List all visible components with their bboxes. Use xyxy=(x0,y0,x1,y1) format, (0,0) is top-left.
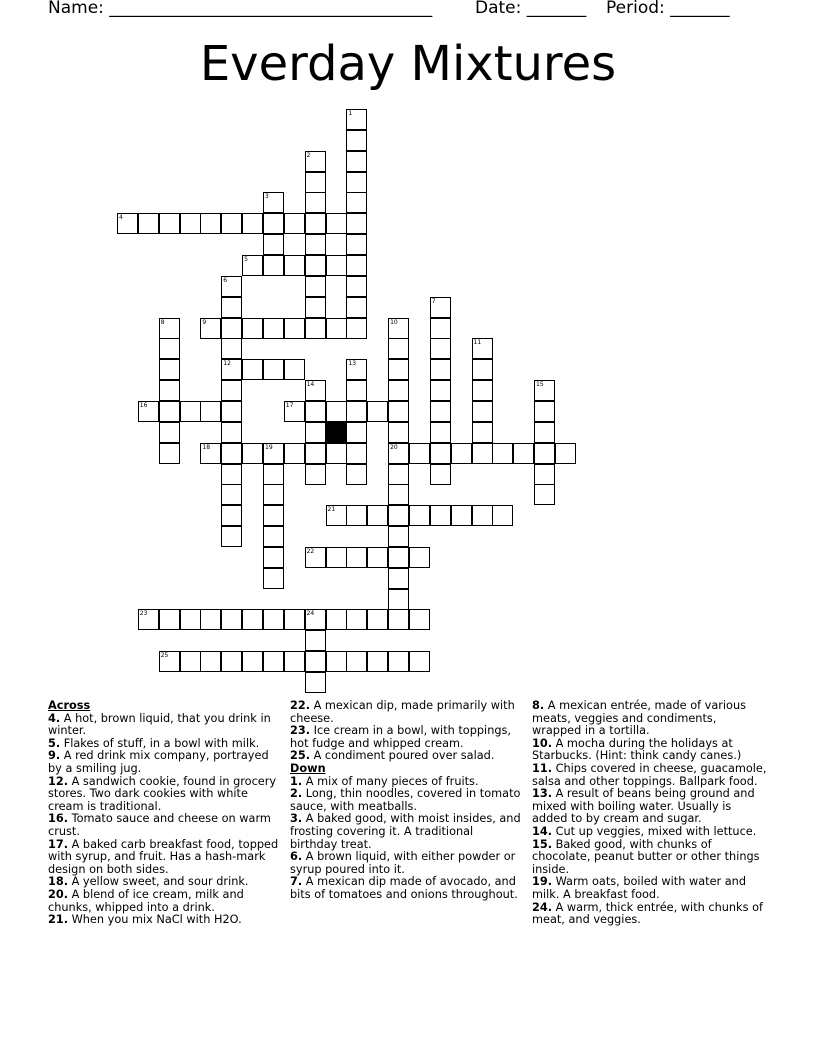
grid-cell[interactable] xyxy=(430,297,451,318)
grid-cell[interactable] xyxy=(326,651,347,672)
grid-cell[interactable] xyxy=(221,422,242,443)
grid-cell[interactable] xyxy=(388,526,409,547)
grid-cell[interactable] xyxy=(472,338,493,359)
grid-cell[interactable] xyxy=(472,443,493,464)
grid-cell[interactable] xyxy=(263,255,284,276)
grid-cell[interactable] xyxy=(305,151,326,172)
across-clue xyxy=(48,776,280,814)
clue-number: 25. xyxy=(290,749,311,763)
grid-cell[interactable] xyxy=(326,255,347,276)
grid-cell[interactable] xyxy=(263,192,284,213)
grid-cell[interactable] xyxy=(430,505,451,526)
down-clue xyxy=(290,813,522,851)
cell-number: 8 xyxy=(160,318,165,326)
grid-cell[interactable] xyxy=(180,651,201,672)
across-clue xyxy=(48,914,280,927)
grid-cell[interactable] xyxy=(221,651,242,672)
grid-cell[interactable] xyxy=(305,609,326,630)
grid-cell[interactable] xyxy=(200,443,221,464)
grid-cell[interactable] xyxy=(472,380,493,401)
grid-cell[interactable] xyxy=(221,276,242,297)
grid-cell[interactable] xyxy=(138,609,159,630)
grid-cell[interactable] xyxy=(305,297,326,318)
clue-number: 9. xyxy=(48,749,61,763)
grid-cell[interactable] xyxy=(242,213,263,234)
grid-cell[interactable] xyxy=(367,609,388,630)
grid-cell[interactable] xyxy=(221,464,242,485)
grid-cell[interactable] xyxy=(284,609,305,630)
grid-cell[interactable] xyxy=(346,401,367,422)
grid-cell[interactable] xyxy=(388,609,409,630)
down-clue xyxy=(532,700,767,738)
grid-cell[interactable] xyxy=(409,443,430,464)
grid-cell[interactable] xyxy=(159,401,180,422)
grid-cell[interactable] xyxy=(221,213,242,234)
grid-cell[interactable] xyxy=(346,359,367,380)
grid-cell[interactable] xyxy=(159,338,180,359)
clue-text: A hot, brown liquid, that you drink in winter. xyxy=(48,711,271,738)
grid-cell[interactable] xyxy=(388,359,409,380)
clues-section xyxy=(0,700,816,1030)
cell-number: 6 xyxy=(223,276,228,284)
grid-cell[interactable] xyxy=(284,359,305,380)
grid-cell[interactable] xyxy=(346,380,367,401)
grid-cell[interactable] xyxy=(305,464,326,485)
grid-cell[interactable] xyxy=(263,213,284,234)
across-heading: Across xyxy=(48,699,91,712)
cell-number: 4 xyxy=(119,214,123,222)
clue-text: Ice cream in a bowl, with toppings, hot fudge and whipped cream. xyxy=(290,724,511,750)
grid-cell[interactable] xyxy=(221,338,242,359)
cell-number: 25 xyxy=(160,652,169,660)
grid-cell[interactable] xyxy=(305,651,326,672)
clue-text: Chips covered in cheese, guacamole, salsa and other toppings. Ballpark food. xyxy=(532,761,767,788)
grid-cell[interactable] xyxy=(263,547,284,568)
grid-cell[interactable] xyxy=(388,443,409,464)
across-clue xyxy=(48,839,280,877)
clue-number: 17. xyxy=(48,837,69,851)
grid-cell[interactable] xyxy=(284,318,305,339)
grid-cell[interactable] xyxy=(534,464,555,485)
grid-cell[interactable] xyxy=(138,401,159,422)
cell-number: 16 xyxy=(139,401,148,409)
grid-cell[interactable] xyxy=(242,255,263,276)
grid-cell[interactable] xyxy=(221,380,242,401)
grid-cell[interactable] xyxy=(346,130,367,151)
grid-cell[interactable] xyxy=(221,318,242,339)
grid-cell[interactable] xyxy=(430,443,451,464)
grid-cell[interactable] xyxy=(305,380,326,401)
grid-cell[interactable] xyxy=(430,359,451,380)
grid-cell[interactable] xyxy=(221,505,242,526)
grid-cell[interactable] xyxy=(180,401,201,422)
grid-cell[interactable] xyxy=(263,234,284,255)
grid-cell[interactable] xyxy=(159,359,180,380)
clue-number: 15. xyxy=(532,837,553,851)
cell-number: 23 xyxy=(139,610,148,618)
grid-cell[interactable] xyxy=(263,651,284,672)
clue-number: 18. xyxy=(48,875,69,889)
grid-cell[interactable] xyxy=(409,609,430,630)
grid-cell[interactable] xyxy=(388,651,409,672)
clue-text: Cut up veggies, mixed with lettuce. xyxy=(552,824,757,838)
grid-cell[interactable] xyxy=(221,609,242,630)
grid-cell[interactable] xyxy=(242,318,263,339)
cell-number: 5 xyxy=(244,256,248,263)
grid-cell[interactable] xyxy=(326,401,347,422)
down-clue xyxy=(532,738,767,763)
grid-cell[interactable] xyxy=(430,422,451,443)
clue-text: When you mix NaCl with H2O. xyxy=(68,913,242,927)
clues-column-3 xyxy=(532,700,767,927)
grid-cell[interactable] xyxy=(346,464,367,485)
grid-cell[interactable] xyxy=(534,443,555,464)
clue-number: 13. xyxy=(532,787,553,801)
down-clue xyxy=(290,851,522,876)
cell-number: 22 xyxy=(306,547,315,555)
clue-text: A blend of ice cream, milk and chunks, whipped into a drink. xyxy=(48,887,244,914)
down-clue xyxy=(532,876,767,901)
grid-cell[interactable] xyxy=(159,213,180,234)
cell-number: 9 xyxy=(202,318,207,326)
cell-number: 21 xyxy=(327,506,336,514)
grid-cell[interactable] xyxy=(284,651,305,672)
grid-cell[interactable] xyxy=(221,401,242,422)
grid-cell[interactable] xyxy=(221,443,242,464)
clue-number: 2. xyxy=(290,787,303,801)
cell-number: 3 xyxy=(265,193,269,201)
grid-cell[interactable] xyxy=(346,151,367,172)
clue-text: A mocha during the holidays at Starbucks. (Hint: think candy canes.) xyxy=(532,736,742,763)
clue-text: Long, thin noodles, covered in tomato sauce, with meatballs. xyxy=(290,787,521,813)
grid-cell[interactable] xyxy=(138,213,159,234)
clue-number: 10. xyxy=(532,736,553,750)
grid-cell[interactable] xyxy=(159,318,180,339)
grid-cell[interactable] xyxy=(200,651,221,672)
grid-cell[interactable] xyxy=(346,172,367,193)
grid-cell[interactable] xyxy=(388,547,409,568)
across-clue xyxy=(48,750,280,775)
down-clue xyxy=(290,876,522,901)
grid-cell[interactable] xyxy=(284,443,305,464)
grid-cell[interactable] xyxy=(534,401,555,422)
grid-cell[interactable] xyxy=(200,318,221,339)
grid-cell[interactable] xyxy=(346,234,367,255)
clue-number: 1. xyxy=(290,774,303,788)
grid-cell[interactable] xyxy=(346,609,367,630)
grid-cell[interactable] xyxy=(367,505,388,526)
clues-column-2 xyxy=(290,700,522,902)
grid-cell[interactable] xyxy=(346,443,367,464)
date-field[interactable]: Date: _______ xyxy=(475,0,587,18)
clue-number: 23. xyxy=(290,724,311,738)
grid-cell[interactable] xyxy=(326,213,347,234)
page-title: Everday Mixtures xyxy=(199,36,617,92)
grid-cell[interactable] xyxy=(430,401,451,422)
grid-cell[interactable] xyxy=(388,380,409,401)
grid-cell[interactable] xyxy=(326,609,347,630)
cell-number: 20 xyxy=(390,443,398,451)
grid-cell[interactable] xyxy=(346,651,367,672)
grid-cell[interactable] xyxy=(305,401,326,422)
grid-cell[interactable] xyxy=(221,484,242,505)
grid-cell[interactable] xyxy=(409,547,430,568)
grid-cell[interactable] xyxy=(326,443,347,464)
grid-cell[interactable] xyxy=(305,443,326,464)
cell-number: 11 xyxy=(473,339,482,347)
grid-cell[interactable] xyxy=(263,505,284,526)
grid-cell[interactable] xyxy=(388,589,409,610)
clue-text: A sandwich cookie, found in grocery stores. Two dark cookies with white cream is traditional. xyxy=(48,774,277,813)
grid-cell[interactable] xyxy=(305,172,326,193)
clues-column-1 xyxy=(48,700,280,927)
across-clue xyxy=(48,813,280,838)
grid-cell[interactable] xyxy=(263,464,284,485)
clue-text: A mexican dip, made primarily with cheese. xyxy=(290,699,515,725)
grid-cell[interactable] xyxy=(284,401,305,422)
grid-cell[interactable] xyxy=(472,422,493,443)
grid-cell[interactable] xyxy=(451,443,472,464)
grid-cell[interactable] xyxy=(200,401,221,422)
grid-cell[interactable] xyxy=(263,609,284,630)
black-cell xyxy=(326,422,347,443)
grid-cell[interactable] xyxy=(117,213,138,234)
grid-cell[interactable] xyxy=(367,401,388,422)
clue-number: 22. xyxy=(290,699,311,712)
grid-cell[interactable] xyxy=(221,359,242,380)
grid-cell[interactable] xyxy=(346,213,367,234)
clue-text: Baked good, with chunks of chocolate, peanut butter or other things inside. xyxy=(532,837,760,876)
grid-cell[interactable] xyxy=(305,192,326,213)
grid-cell[interactable] xyxy=(346,192,367,213)
grid-cell[interactable] xyxy=(263,359,284,380)
cell-number: 7 xyxy=(431,297,436,305)
clue-number: 6. xyxy=(290,850,303,864)
grid-cell[interactable] xyxy=(200,609,221,630)
grid-cell[interactable] xyxy=(409,505,430,526)
grid-cell[interactable] xyxy=(388,568,409,589)
grid-cell[interactable] xyxy=(388,484,409,505)
grid-cell[interactable] xyxy=(159,422,180,443)
cell-number: 12 xyxy=(223,360,231,368)
cell-number: 17 xyxy=(285,401,294,409)
grid-cell[interactable] xyxy=(451,505,472,526)
grid-cell[interactable] xyxy=(242,609,263,630)
clue-number: 20. xyxy=(48,887,69,901)
grid-cell[interactable] xyxy=(534,484,555,505)
grid-cell[interactable] xyxy=(534,380,555,401)
clue-text: A yellow sweet, and sour drink. xyxy=(68,875,249,889)
grid-cell[interactable] xyxy=(159,443,180,464)
grid-cell[interactable] xyxy=(326,318,347,339)
grid-cell[interactable] xyxy=(305,547,326,568)
clue-text: Flakes of stuff, in a bowl with milk. xyxy=(60,736,260,750)
cell-number: 1 xyxy=(348,110,353,117)
grid-cell[interactable] xyxy=(388,401,409,422)
clue-text: A baked good, with moist insides, and frosting covering it. A traditional birthday treat. xyxy=(290,812,521,851)
clue-number: 8. xyxy=(532,699,545,712)
clue-text: A brown liquid, with either powder or syrup poured into it. xyxy=(290,850,516,876)
grid-cell[interactable] xyxy=(430,338,451,359)
grid-cell[interactable] xyxy=(305,255,326,276)
grid-cell[interactable] xyxy=(200,213,221,234)
grid-cell[interactable] xyxy=(326,547,347,568)
grid-cell[interactable] xyxy=(221,297,242,318)
clue-text: A baked carb breakfast food, topped with syrup, and fruit. Has a hash-mark design on both sides. xyxy=(48,837,279,876)
grid-cell[interactable] xyxy=(388,338,409,359)
grid-cell[interactable] xyxy=(555,443,576,464)
grid-cell[interactable] xyxy=(305,213,326,234)
grid-cell[interactable] xyxy=(305,318,326,339)
cell-number: 10 xyxy=(390,318,398,326)
grid-cell[interactable] xyxy=(242,443,263,464)
grid-cell[interactable] xyxy=(492,443,513,464)
period-field[interactable]: Period: _______ xyxy=(606,0,730,18)
across-clue xyxy=(48,713,280,738)
clue-number: 4. xyxy=(48,711,61,725)
clue-number: 19. xyxy=(532,875,553,889)
grid-cell[interactable] xyxy=(513,443,534,464)
down-clue xyxy=(532,902,767,927)
grid-cell[interactable] xyxy=(159,380,180,401)
clue-text: A mix of many pieces of fruits. xyxy=(302,774,479,788)
clue-text: Warm oats, boiled with water and milk. A breakfast food. xyxy=(532,875,747,901)
grid-cell[interactable] xyxy=(534,422,555,443)
clue-number: 16. xyxy=(48,812,69,826)
grid-cell[interactable] xyxy=(430,464,451,485)
grid-cell[interactable] xyxy=(346,547,367,568)
down-clue xyxy=(532,839,767,877)
grid-cell[interactable] xyxy=(346,276,367,297)
clue-number: 5. xyxy=(48,736,61,750)
across-clue xyxy=(290,700,522,725)
grid-cell[interactable] xyxy=(346,255,367,276)
grid-cell[interactable] xyxy=(284,255,305,276)
grid-cell[interactable] xyxy=(180,609,201,630)
grid-cell[interactable] xyxy=(492,505,513,526)
grid-cell[interactable] xyxy=(263,484,284,505)
name-field[interactable]: Name: ______________________________________ xyxy=(48,0,433,18)
grid-cell[interactable] xyxy=(305,422,326,443)
clue-text: A red drink mix company, portrayed by a smiling jug. xyxy=(48,749,269,775)
clue-text: A mexican entrée, made of various meats, veggies and condiments, wrapped in a tortilla. xyxy=(532,699,747,738)
clue-text: A mexican dip made of avocado, and bits of tomatoes and onions throughout. xyxy=(290,875,518,901)
grid-cell[interactable] xyxy=(180,213,201,234)
cell-number: 19 xyxy=(265,443,273,451)
cell-number: 13 xyxy=(348,360,357,368)
grid-cell[interactable] xyxy=(305,630,326,651)
grid-cell[interactable] xyxy=(472,505,493,526)
grid-cell[interactable] xyxy=(263,318,284,339)
across-clue xyxy=(48,889,280,914)
grid-cell[interactable] xyxy=(367,547,388,568)
clue-number: 12. xyxy=(48,774,69,788)
down-clue xyxy=(532,763,767,788)
grid-cell[interactable] xyxy=(472,359,493,380)
grid-cell[interactable] xyxy=(263,443,284,464)
grid-cell[interactable] xyxy=(284,213,305,234)
clue-number: 3. xyxy=(290,812,303,826)
cell-number: 24 xyxy=(306,610,315,618)
clue-number: 7. xyxy=(290,875,303,889)
clue-number: 14. xyxy=(532,824,553,838)
clue-text: A result of beans being ground and mixed with boiling water. Usually is added to by cream and sugar. xyxy=(532,787,755,826)
grid-cell[interactable] xyxy=(346,422,367,443)
grid-cell[interactable] xyxy=(346,318,367,339)
grid-cell[interactable] xyxy=(388,318,409,339)
grid-cell[interactable] xyxy=(221,526,242,547)
cell-number: 15 xyxy=(536,381,544,389)
grid-cell[interactable] xyxy=(159,651,180,672)
across-clue xyxy=(290,725,522,750)
grid-cell[interactable] xyxy=(263,568,284,589)
grid-cell[interactable] xyxy=(472,401,493,422)
grid-cell[interactable] xyxy=(346,505,367,526)
grid-cell[interactable] xyxy=(388,505,409,526)
cell-number: 14 xyxy=(306,381,315,389)
grid-cell[interactable] xyxy=(430,380,451,401)
clue-number: 24. xyxy=(532,900,553,914)
grid-cell[interactable] xyxy=(263,526,284,547)
grid-cell[interactable] xyxy=(388,464,409,485)
down-clue xyxy=(532,788,767,826)
cell-number: 2 xyxy=(306,151,311,159)
clue-number: 21. xyxy=(48,913,69,927)
grid-cell[interactable] xyxy=(346,297,367,318)
grid-cell[interactable] xyxy=(242,651,263,672)
grid-cell[interactable] xyxy=(305,234,326,255)
clue-text: Tomato sauce and cheese on warm crust. xyxy=(48,812,271,838)
grid-cell[interactable] xyxy=(159,609,180,630)
grid-cell[interactable] xyxy=(242,359,263,380)
grid-cell[interactable] xyxy=(305,276,326,297)
cell-number: 18 xyxy=(202,443,211,451)
down-heading: Down xyxy=(290,761,326,775)
grid-cell[interactable] xyxy=(367,651,388,672)
grid-cell[interactable] xyxy=(388,422,409,443)
clue-text: A warm, thick entrée, with chunks of meat, and veggies. xyxy=(532,900,763,927)
grid-cell[interactable] xyxy=(305,672,326,693)
grid-cell[interactable] xyxy=(430,318,451,339)
grid-cell[interactable] xyxy=(346,109,367,130)
grid-cell[interactable] xyxy=(409,651,430,672)
down-clue xyxy=(290,788,522,813)
clue-number: 11. xyxy=(532,761,553,775)
grid-cell[interactable] xyxy=(326,505,347,526)
clue-text: A condiment poured over salad. xyxy=(310,749,495,763)
